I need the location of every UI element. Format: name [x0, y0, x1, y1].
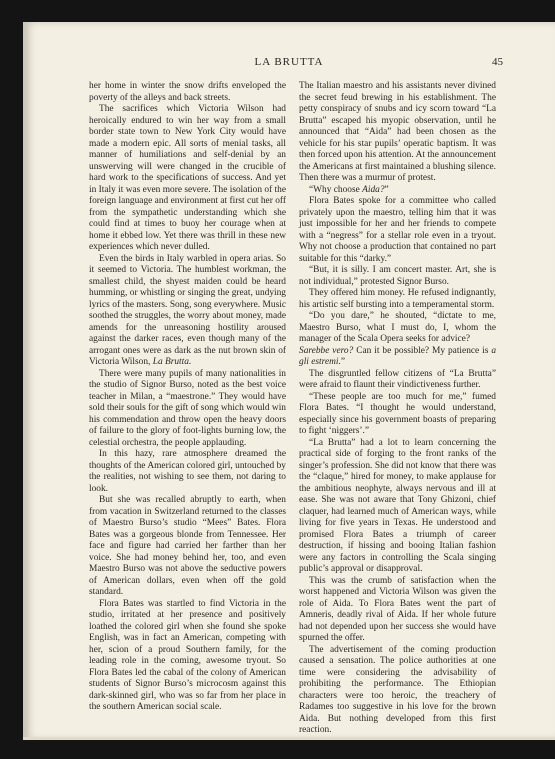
- paragraph: “La Brutta” had a lot to learn concerning the practical side of forging to the front ranks of the singer’s profession. She did not know that there was the “claque,” hired for money, to make applause for the ambitious neophyte, always nervous and ill at ease. She was not aware that Tony Ghizoni, chief claquer, had learned much of American ways, while living for five years in Texas. He understood and promised Flora Bates a triumph of career destruction, if hissing and booing Italian fashion were any factors in controlling the Scala singing public’s approval or disapproval.: [299, 437, 496, 574]
- paragraph: There were many pupils of many nationalities in the studio of Signor Burso, noted as the best voice teacher in Milan, a “maestrone.” They would have sold their souls for the gift of song which would win his commendation and throw open the heavy doors of failure to the glory of foot-lights burning low, the celestial orchestra, the people applauding.: [89, 368, 286, 448]
- italic-title: Aida?: [362, 184, 385, 195]
- paragraph: The Italian maestro and his assistants never divined the secret feud brewing in his establishment. The petty conspiracy of snubs and icy scorn toward “La Brutta” escaped his myopic observation, until he announced that “Aida” had been chosen as the vehicle for his star pupils’ operatic baptism. It was then forced upon his attention. At the announcement the Americans at first maintained a blushing silence. Then there was a murmur of protest.: [299, 81, 496, 183]
- paragraph-text: “Do you dare,” he shouted, “dictate to me, Maestro Burso, what I must do, I, whom the manager of the Scala Opera seeks for advice?: [299, 311, 496, 344]
- book-page: [23, 22, 555, 740]
- italic-phrase: a gli estremi.: [299, 345, 496, 367]
- paragraph: But she was recalled abruptly to earth, when from vacation in Switzerland returned to the classes of Maestro Burso’s studio “Mees” Bates. Flora Bates was a gorgeous blonde from Tennessee. Her face and figure had carried her farther than her voice. She had money behind her, too, and even Maestro Burso was not above the seductive powers of American dollars, even when off the gold standard.: [89, 495, 286, 597]
- paragraph-text: Can it be possible? My patience is: [353, 345, 492, 356]
- paragraph: “These people are too much for me,” fumed Flora Bates. “I thought he would understand, especially since his government boasts of preparing to fight ‘niggers’.”: [299, 391, 496, 436]
- italic-phrase: Sarebbe vero?: [299, 345, 354, 356]
- paragraph: The sacrifices which Victoria Wilson had heroically endured to win her way from a small border state town to New York City would have made a modern epic. All sorts of menial tasks, all manner of humiliations and self-denial by an unswerving will were changed in the crucible of hard work to the specifications of success. And yet in Italy it was even more severe. The isolation of the foreign language and environment at first cut her off from the sympathetic understanding which she could find at times to buoy her courage when at home it ebbed low. Yet there was thrill in these new experiences which never dulled.: [89, 104, 286, 252]
- paragraph-text: Even the birds in Italy warbled in opera arias. So it seemed to Victoria. The humblest workman, the smallest child, the shyest maiden could be heard humming, or whistling or singing the great, undying lyrics of the masters. Song, song everywhere. Music soothed the struggles, the worry about money, made amends for the unreasoning hostility aroused against the darker races, even though many of the arrogant ones were as dark as the nut brown skin of Victoria Wilson,: [89, 253, 286, 367]
- running-title: LA BRUTTA: [254, 56, 324, 68]
- italic-title: La Brutta.: [152, 357, 192, 367]
- left-text-column: [89, 81, 286, 714]
- paragraph: They offered him money. He refused indignantly, his artistic self bursting into a temperamental storm.: [299, 288, 496, 310]
- quote-open: “Why choose: [309, 184, 363, 195]
- page-header: [23, 56, 555, 70]
- quote-close: ”: [384, 184, 389, 195]
- paragraph: The disgruntled fellow citizens of “La Brutta” were afraid to flaunt their vindictiveness further.: [299, 368, 496, 390]
- quote-close: ”: [340, 357, 346, 367]
- page-bottom-edge: [23, 737, 555, 740]
- right-text-column: [299, 81, 496, 737]
- paragraph: [89, 254, 286, 369]
- paragraph: her home in winter the snow drifts enveloped the poverty of the alleys and back streets.: [89, 81, 286, 103]
- paragraph: [299, 185, 496, 197]
- paragraph: This was the crumb of satisfaction when the worst happened and Victoria Wilson was given the role of Aida. To Flora Bates went the part of Amneris, deadly rival of Aida. If her whole future had not depended upon her success she would have spurned the offer.: [299, 575, 496, 643]
- paragraph: The advertisement of the coming production caused a sensation. The police authorities at one time were considering the advisability of prohibiting the performance. The Ethiopian characters were too heroic, the treachery of Radames too suggestive in his love for the brown Aida. But nothing developed from this first reaction.: [299, 644, 496, 735]
- paragraph: “But, it is silly. I am concert master. Art, she is not individual,” protested Signor Burso.: [299, 265, 496, 287]
- page-number: 45: [492, 56, 503, 68]
- paragraph: [299, 311, 496, 369]
- page-gutter-shadow: [23, 22, 29, 740]
- paragraph: Flora Bates spoke for a committee who called privately upon the maestro, telling him that it was just impossible for her and her friends to compete with a “negress” for a stellar role even in a tryout. Why not choose a production that contained no part suitable for this “darky.”: [299, 196, 496, 264]
- paragraph: In this hazy, rare atmosphere dreamed the thoughts of the American colored girl, untouched by the realities, not wishing to see them, not daring to look.: [89, 449, 286, 494]
- paragraph: Flora Bates was startled to find Victoria in the studio, irritated at her presence and positively loathed the colored girl when she found she spoke English, was in fact an American, competing with her, scion of a proud Southern family, for the leading role in the coming, awesome tryout. So Flora Bates led the cabal of the colony of American students of Signor Burso’s microcosm against this dark-skinned girl, who was so far from her place in the southern American social scale.: [89, 598, 286, 712]
